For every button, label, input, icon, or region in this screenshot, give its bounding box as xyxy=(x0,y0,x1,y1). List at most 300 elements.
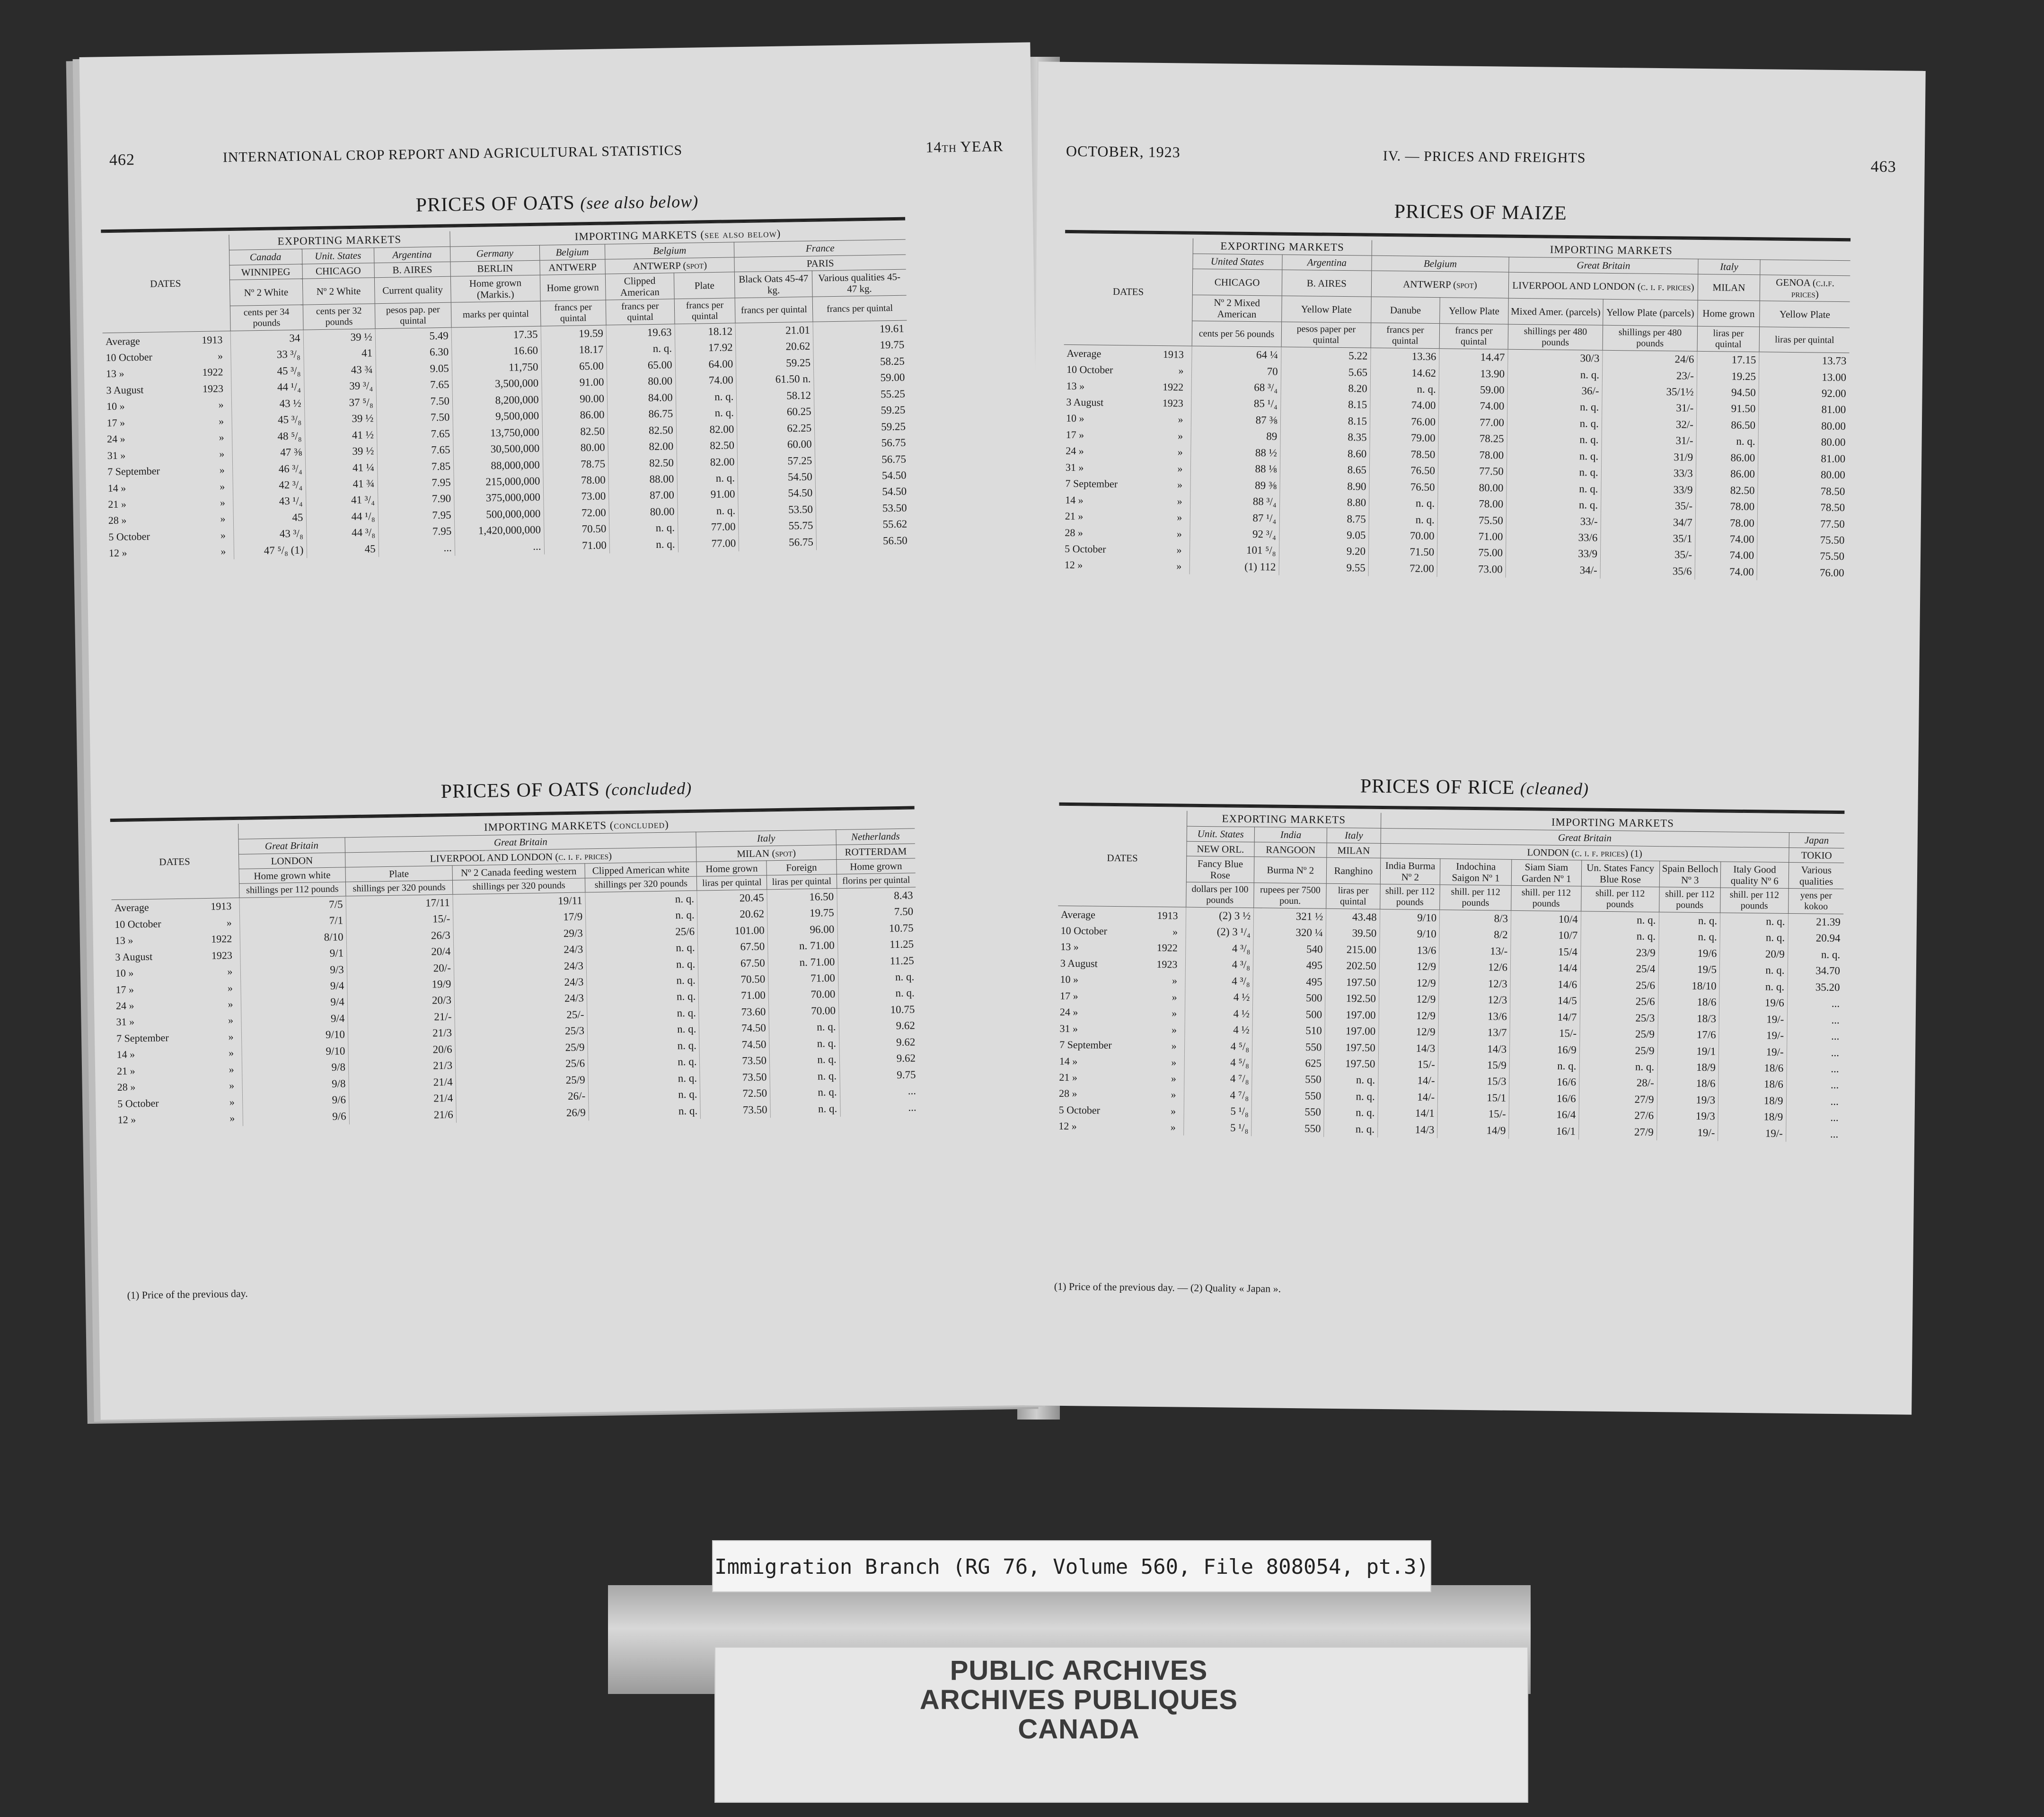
value-cell: 92 ³/₄ xyxy=(1189,526,1279,543)
year-label: » xyxy=(1171,1056,1177,1068)
year-label: 1913 xyxy=(1157,909,1178,922)
value-cell: 57.25 xyxy=(738,452,815,470)
value-cell: n. q. xyxy=(1324,1088,1378,1105)
value-cell: 13/- xyxy=(1439,943,1511,960)
value-cell: 21/3 xyxy=(348,1025,455,1043)
value-cell: 19.63 xyxy=(606,324,675,342)
value-cell: 550 xyxy=(1252,1039,1325,1056)
value-cell: 82.00 xyxy=(677,454,738,471)
value-cell: 17.92 xyxy=(675,340,736,357)
date-label: 14 » xyxy=(1059,1055,1078,1067)
date-cell xyxy=(1057,1020,1184,1038)
value-cell: n. q. xyxy=(769,1019,839,1036)
value-cell: 7.65 xyxy=(377,425,453,443)
oats-concluded-block xyxy=(110,806,919,1128)
value-cell: 82.50 xyxy=(677,437,738,454)
value-cell: 27/9 xyxy=(1578,1123,1656,1140)
value-cell: 4 ⁷/₈ xyxy=(1184,1070,1252,1087)
year-label: » xyxy=(226,916,232,929)
date-cell xyxy=(1063,410,1191,428)
unit-header: shill. per 112 pounds xyxy=(1380,884,1440,909)
value-cell: 86.00 xyxy=(1696,466,1758,483)
value-cell: 19.25 xyxy=(1697,368,1759,385)
dates-header: DATES xyxy=(1064,237,1193,346)
page-number: 462 xyxy=(109,151,135,169)
year-label: » xyxy=(1171,1023,1177,1036)
value-cell: 88.00 xyxy=(608,471,677,488)
value-cell: 6.30 xyxy=(375,344,452,362)
value-cell: 15/- xyxy=(1437,1105,1509,1122)
quality-header: Home grown white xyxy=(238,867,345,884)
value-cell: 12/9 xyxy=(1379,991,1439,1008)
value-cell: n. q. xyxy=(1507,447,1602,465)
value-cell: 80.00 xyxy=(609,503,678,521)
value-cell: 16.60 xyxy=(452,343,541,360)
value-cell: 45 xyxy=(233,509,307,527)
date-label: 3 August xyxy=(1066,396,1104,408)
value-cell: 197.00 xyxy=(1325,1006,1379,1023)
unit-header: cents per 34 pounds xyxy=(230,305,303,331)
year-label: 1923 xyxy=(202,382,224,395)
date-label: 3 August xyxy=(106,383,144,397)
date-cell xyxy=(112,931,240,949)
value-cell: n. q. xyxy=(1324,1104,1378,1121)
value-cell: 36/- xyxy=(1507,382,1602,400)
year-label: » xyxy=(1171,1072,1177,1085)
value-cell: 35/6 xyxy=(1600,563,1695,580)
value-cell: 73.60 xyxy=(699,1004,769,1021)
date-label: 24 » xyxy=(1059,1006,1078,1018)
value-cell: 41 ³/₄ xyxy=(306,492,378,510)
country-name: Great Britain xyxy=(1577,259,1630,272)
value-cell: 74.00 xyxy=(1695,547,1757,564)
value-cell: 5 ¹/₈ xyxy=(1183,1119,1251,1136)
value-cell: 82.50 xyxy=(608,455,677,472)
value-cell: 7.90 xyxy=(378,491,454,508)
date-label: 7 September xyxy=(116,1032,169,1044)
quality-header: Siam Siam Garden Nº 1 xyxy=(1511,859,1581,886)
unit-header: liras per quintal xyxy=(766,874,837,889)
value-cell: 4 ½ xyxy=(1184,1022,1252,1039)
value-cell: 20.62 xyxy=(736,338,813,356)
market-header: LIVERPOOL AND LONDON (c. i. f. prices) xyxy=(1508,272,1698,300)
quality-header: Fancy Blue Rose xyxy=(1186,856,1254,883)
archive-stamp xyxy=(871,1656,1287,1751)
date-cell xyxy=(1057,971,1185,989)
value-cell: 53.50 xyxy=(816,500,910,518)
unit-header: cents per 56 pounds xyxy=(1192,321,1282,347)
value-cell: 78.00 xyxy=(1695,514,1757,531)
value-cell: 75.50 xyxy=(1757,548,1847,565)
date-cell xyxy=(113,979,241,998)
year-label: » xyxy=(227,965,233,978)
date-label: 7 September xyxy=(1059,1038,1112,1051)
date-label: 14 » xyxy=(1065,494,1084,506)
value-cell: 25/9 xyxy=(456,1072,589,1090)
value-cell: 30/3 xyxy=(1508,349,1603,367)
country-header xyxy=(1192,254,1282,270)
date-cell xyxy=(1062,524,1189,542)
value-cell: 88 ³/₄ xyxy=(1190,493,1279,510)
value-cell: 24/3 xyxy=(454,958,587,976)
value-cell: 215,000,000 xyxy=(454,473,543,491)
value-cell: 35/1 xyxy=(1601,530,1695,547)
value-cell: 31/- xyxy=(1602,399,1697,417)
year-label: » xyxy=(229,1112,235,1124)
value-cell: 29/3 xyxy=(453,925,586,944)
quality-header: Yellow Plate xyxy=(1281,296,1371,323)
value-cell: 54.50 xyxy=(815,467,909,485)
unit-header: francs per quintal xyxy=(735,297,813,323)
value-cell: 9/8 xyxy=(242,1059,349,1077)
unit-header: shill. per 112 pounds xyxy=(1511,885,1581,911)
market-header: GENOA (c.i.f. prices) xyxy=(1760,274,1850,301)
dates-header: DATES xyxy=(110,824,239,900)
date-label: 31 » xyxy=(107,449,126,461)
value-cell: 24/6 xyxy=(1603,350,1697,368)
value-cell: 39 ½ xyxy=(304,410,377,428)
value-cell: 91.00 xyxy=(677,486,738,503)
value-cell: 26/- xyxy=(456,1088,589,1106)
date-label: 10 » xyxy=(1066,412,1084,424)
unit-header: shill. per 112 pounds xyxy=(1659,887,1720,913)
rice-table xyxy=(1056,810,1844,1142)
value-cell: 73.00 xyxy=(543,488,609,506)
value-cell: 30,500,000 xyxy=(453,441,543,458)
right-page xyxy=(1024,62,1926,1414)
value-cell: n. q. xyxy=(676,388,737,406)
market-header: CHICAGO xyxy=(302,263,374,279)
value-cell: 12/9 xyxy=(1379,1023,1439,1041)
value-cell: 18/9 xyxy=(1718,1092,1787,1109)
unit-header: shill. per 112 pounds xyxy=(1581,886,1659,912)
value-cell: 9/10 xyxy=(1380,909,1440,926)
date-label: 14 » xyxy=(107,482,126,494)
date-cell xyxy=(115,1094,243,1112)
value-cell: 7/5 xyxy=(239,896,346,914)
date-cell xyxy=(105,494,233,512)
value-cell: 7.95 xyxy=(378,475,454,492)
value-cell: 55.25 xyxy=(814,386,908,404)
value-cell: 9.05 xyxy=(376,361,452,378)
market-header: WINNIPEG xyxy=(229,264,302,280)
value-cell: 76.50 xyxy=(1369,462,1438,479)
value-cell: 20/- xyxy=(347,960,454,978)
value-cell: n. q. xyxy=(588,1070,700,1088)
value-cell: 44 ³/₈ xyxy=(306,524,379,542)
value-cell: n. q. xyxy=(1579,1058,1657,1075)
quality-header: Black Oats 45-47 kg. xyxy=(735,271,813,298)
value-cell: 96.00 xyxy=(767,921,837,939)
value-cell: 16.50 xyxy=(767,888,837,906)
value-cell: 13.00 xyxy=(1759,369,1849,386)
value-cell: 5.65 xyxy=(1281,363,1371,380)
value-cell: ... xyxy=(379,539,455,557)
value-cell: 89 ⅜ xyxy=(1190,476,1279,494)
value-cell: n. q. xyxy=(1370,381,1439,398)
value-cell: 20.94 xyxy=(1788,930,1843,947)
value-cell: 35/- xyxy=(1601,497,1695,515)
value-cell: 17/6 xyxy=(1657,1026,1719,1043)
value-cell: 34/7 xyxy=(1601,513,1695,531)
value-cell: 550 xyxy=(1252,1087,1324,1104)
value-cell: 31/9 xyxy=(1602,449,1696,466)
value-cell: n. q. xyxy=(587,972,699,990)
date-cell xyxy=(113,996,241,1014)
date-cell xyxy=(103,380,231,398)
unit-header: marks per quintal xyxy=(451,301,541,327)
year-label: » xyxy=(1178,364,1184,377)
country-header xyxy=(539,245,605,260)
unit-header: pesos pap. per quintal xyxy=(375,302,451,329)
value-cell: 21/- xyxy=(348,1009,455,1027)
quality-header: Home grown xyxy=(696,861,766,876)
date-label: 13 » xyxy=(106,367,124,380)
date-label: 13 » xyxy=(1060,941,1079,953)
value-cell: 13.73 xyxy=(1759,352,1850,370)
value-cell: 43 ¹/₄ xyxy=(233,493,306,511)
market-group-header: IMPORTING MARKETS xyxy=(1381,813,1844,833)
date-label: 7 September xyxy=(1065,477,1118,490)
country-header xyxy=(1327,828,1381,843)
value-cell: 73.50 xyxy=(700,1102,770,1119)
date-label: 21 » xyxy=(1065,510,1084,522)
unit-header: yens per kokoo xyxy=(1788,888,1843,914)
date-label: 17 » xyxy=(106,416,125,429)
value-cell: 21/6 xyxy=(349,1106,457,1124)
value-cell: 20/4 xyxy=(346,944,454,961)
value-cell: n. 71.00 xyxy=(767,937,837,955)
date-cell xyxy=(104,445,232,464)
value-cell: 7.65 xyxy=(377,442,454,459)
date-label: 12 » xyxy=(1064,559,1083,571)
value-cell: 34.70 xyxy=(1788,962,1843,979)
value-cell: 25/6 xyxy=(1580,993,1658,1010)
value-cell: 14/6 xyxy=(1510,976,1580,993)
value-cell: 101 ⁵/₈ xyxy=(1189,542,1279,559)
stamp-line: ARCHIVES PUBLIQUES xyxy=(919,1685,1238,1715)
value-cell: n. 71.00 xyxy=(768,954,838,971)
market-group-header: EXPORTING MARKETS xyxy=(1187,811,1381,829)
value-cell: 74.00 xyxy=(1370,397,1439,414)
year-label: » xyxy=(1171,1088,1176,1101)
country-header xyxy=(1372,256,1509,272)
unit-header: francs per quintal xyxy=(812,295,907,322)
value-cell: 7.50 xyxy=(377,409,453,427)
value-cell: 71.50 xyxy=(1368,544,1437,561)
date-cell xyxy=(1063,459,1190,476)
value-cell: 34 xyxy=(230,330,304,347)
value-cell: 25/3 xyxy=(455,1023,588,1041)
date-label: 21 » xyxy=(1059,1071,1078,1084)
value-cell: 39 ½ xyxy=(305,443,377,460)
value-cell: 375,000,000 xyxy=(454,489,543,507)
value-cell: 7/1 xyxy=(239,913,346,931)
value-cell: 17.35 xyxy=(451,326,541,344)
year-label: » xyxy=(220,512,226,525)
value-cell: 68 ³/₄ xyxy=(1191,379,1281,396)
date-label: 24 » xyxy=(106,432,125,445)
value-cell: 197.50 xyxy=(1324,1056,1378,1073)
value-cell: n. q. xyxy=(586,940,698,958)
value-cell: 43 ³/₈ xyxy=(233,526,307,543)
date-cell xyxy=(1056,1118,1183,1135)
value-cell: 75.00 xyxy=(1437,545,1506,562)
value-cell: 321 ½ xyxy=(1254,908,1326,926)
date-cell xyxy=(104,397,232,415)
value-cell: 59.25 xyxy=(814,418,908,436)
value-cell: 21.01 xyxy=(735,322,813,340)
value-cell: 9.05 xyxy=(1279,527,1369,544)
value-cell: 78.50 xyxy=(1758,499,1848,516)
value-cell: n. q. xyxy=(1507,431,1602,449)
value-cell: 72.00 xyxy=(1368,560,1437,577)
date-cell xyxy=(1058,906,1186,924)
date-cell xyxy=(1064,361,1191,379)
value-cell: 67.50 xyxy=(698,955,768,972)
value-cell: 79.00 xyxy=(1370,430,1438,447)
value-cell: 32/- xyxy=(1602,416,1696,433)
value-cell: ... xyxy=(1786,1093,1841,1110)
value-cell: 80.00 xyxy=(1758,417,1849,434)
value-cell: 18/9 xyxy=(1657,1059,1719,1076)
oats-concluded-table xyxy=(110,813,919,1128)
value-cell: 59.00 xyxy=(1439,381,1507,398)
value-cell: 14/3 xyxy=(1377,1121,1437,1138)
year-label: 1923 xyxy=(1162,397,1184,409)
dates-header: DATES xyxy=(1058,810,1187,907)
value-cell: 25/6 xyxy=(1580,977,1658,994)
quality-header: Nº 2 Canada feeding western xyxy=(452,864,585,881)
quality-header: Spain Belloch Nº 3 xyxy=(1659,861,1721,888)
year-label: » xyxy=(218,398,224,411)
value-cell: 1,420,000,000 xyxy=(454,522,544,539)
date-label: 31 » xyxy=(1065,461,1084,474)
country-name: Netherlands xyxy=(851,830,900,843)
market-header: MILAN xyxy=(1698,274,1760,301)
country-name: Italy xyxy=(1720,261,1738,273)
market-group-header: IMPORTING MARKETS (see also below) xyxy=(450,224,906,247)
value-cell: ... xyxy=(1787,1012,1842,1029)
value-cell: n. q. xyxy=(770,1101,840,1118)
value-cell: 33/9 xyxy=(1506,545,1600,563)
value-cell: 73.50 xyxy=(700,1053,770,1070)
value-cell: 20/9 xyxy=(1720,945,1788,962)
date-label: 12 » xyxy=(1058,1120,1077,1132)
value-cell: n. q. xyxy=(1507,415,1602,432)
country-header xyxy=(238,838,345,854)
value-cell: 500 xyxy=(1253,989,1325,1006)
value-cell: 74.50 xyxy=(699,1036,769,1054)
value-cell: 9/10 xyxy=(1380,926,1440,943)
quality-header: Plate xyxy=(345,865,453,882)
value-cell: 86.00 xyxy=(1696,450,1758,467)
date-cell xyxy=(1062,508,1190,525)
market-group-header: EXPORTING MARKETS xyxy=(1193,238,1372,256)
value-cell: 19/- xyxy=(1719,1027,1787,1044)
value-cell: 44 ¹/₄ xyxy=(231,379,304,397)
date-cell xyxy=(112,914,240,933)
value-cell: 23/9 xyxy=(1580,944,1658,961)
year-label: 1913 xyxy=(211,900,232,913)
market-header: BERLIN xyxy=(450,260,540,276)
value-cell: 9.20 xyxy=(1279,543,1369,560)
date-label: 5 October xyxy=(117,1097,159,1110)
value-cell: 19.75 xyxy=(767,905,837,922)
value-cell: 10.75 xyxy=(837,920,916,937)
country-header xyxy=(1282,255,1372,271)
value-cell: ... xyxy=(1787,1028,1842,1045)
year-label: 1923 xyxy=(211,949,233,961)
value-cell: 14/9 xyxy=(1437,1122,1509,1139)
year-label: » xyxy=(1171,1105,1176,1117)
year-label: 14th YEAR xyxy=(925,137,1004,156)
date-cell xyxy=(1063,394,1191,411)
value-cell: 25/9 xyxy=(455,1039,588,1058)
value-cell: 9/1 xyxy=(240,945,347,963)
value-cell: 80.00 xyxy=(607,373,676,391)
value-cell: 5.49 xyxy=(375,327,452,345)
date-label: 10 October xyxy=(1066,363,1113,376)
year-label: 1923 xyxy=(1156,958,1178,970)
value-cell: ... xyxy=(455,538,544,556)
value-cell: 39 ³/₄ xyxy=(304,378,376,396)
date-label: Average xyxy=(105,335,141,347)
value-cell: 9/10 xyxy=(241,1043,348,1061)
date-cell xyxy=(114,1061,242,1079)
year-label: » xyxy=(218,415,224,427)
value-cell: 71.00 xyxy=(768,970,838,988)
country-header xyxy=(450,246,539,262)
country-name: Italy xyxy=(1344,829,1363,841)
date-cell xyxy=(103,331,231,350)
value-cell: 8/2 xyxy=(1439,926,1511,944)
year-label: » xyxy=(1177,462,1183,475)
value-cell: 18/6 xyxy=(1718,1076,1787,1093)
value-cell: 16/6 xyxy=(1509,1090,1579,1107)
value-cell: 13/6 xyxy=(1379,942,1439,959)
value-cell: 13/6 xyxy=(1438,1008,1510,1025)
date-label: 21 » xyxy=(116,1065,135,1077)
value-cell: 10/7 xyxy=(1511,927,1581,944)
value-cell: 55.62 xyxy=(816,516,910,534)
date-label: 12 » xyxy=(108,547,127,559)
left-page xyxy=(79,42,1052,1420)
value-cell: 39 ½ xyxy=(303,329,376,346)
value-cell: 37 ⁵/₈ xyxy=(304,394,377,412)
value-cell: n. q. xyxy=(1581,911,1659,929)
value-cell: 3,500,000 xyxy=(452,375,542,393)
value-cell: n. q. xyxy=(589,1103,701,1120)
value-cell: n. q. xyxy=(1506,496,1601,514)
value-cell: n. q. xyxy=(1659,912,1720,929)
value-cell: n. q. xyxy=(678,503,739,520)
value-cell: 82.00 xyxy=(676,421,737,438)
date-cell xyxy=(104,413,232,431)
quality-header: Home grown xyxy=(540,274,606,301)
unit-header: shillings per 112 pounds xyxy=(239,882,346,898)
value-cell: 87 ⅜ xyxy=(1191,412,1280,429)
value-cell: 7.65 xyxy=(376,377,453,394)
value-cell: 14.62 xyxy=(1370,364,1439,381)
country-header xyxy=(1187,827,1255,842)
value-cell: 71.00 xyxy=(544,537,610,555)
year-label: » xyxy=(229,1079,235,1092)
date-cell xyxy=(114,1028,242,1047)
value-cell: 70.00 xyxy=(1369,528,1437,545)
value-cell: 90.00 xyxy=(542,390,608,408)
value-cell: 44 ¹/₈ xyxy=(306,508,379,526)
